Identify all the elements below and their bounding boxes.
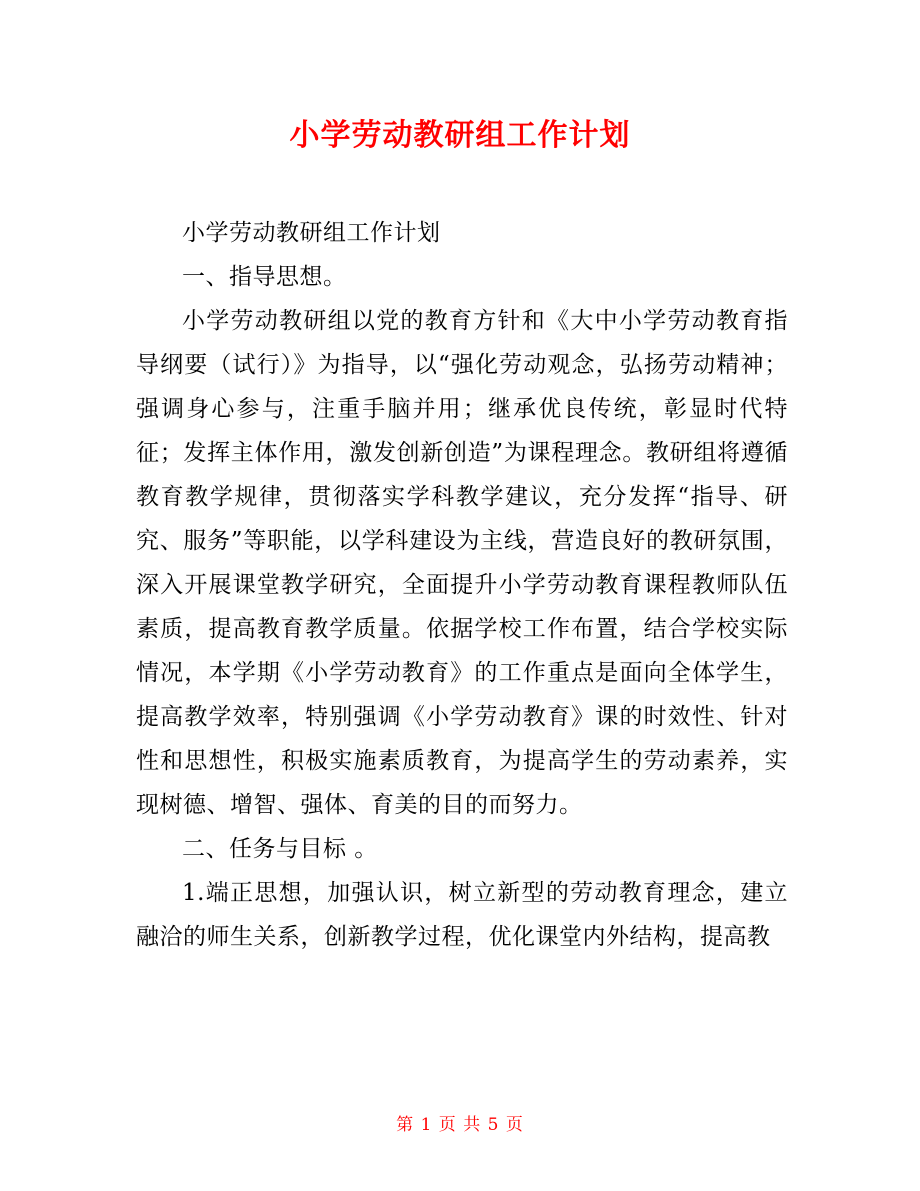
paragraph-task-1: 1.端正思想，加强认识，树立新型的劳动教育理念，建立融洽的师生关系，创新教学过程，优化课堂内外结构，提高教 [136,880,788,950]
section-heading-tasks-goals: 二、任务与目标 。 [182,836,378,862]
paragraph-guiding-thought: 小学劳动教研组以党的教育方针和《大中小学劳动教育指导纲要（试行）》为指导，以“强化劳动观念，弘扬劳动精神；强调身心参与，注重手脑并用；继承优良传统，彰显时代特征；发挥主体作用，激发创新创造”为课程理念。教研组将遵循教育教学规律，贯彻落实学科教学建议，充分发挥“指导、研究、服务”等职能，以学科建设为主线，营造良好的教研氛围，深入开展课堂教学研究，全面提升小学劳动教育课程教师队伍素质，提高教育教学质量。依据学校工作布置，结合学校实际情况，本学期《小学劳动教育》的工作重点是面向全体学生，提高教学效率，特别强调《小学劳动教育》课的时效性、针对性和思想性，积极实施素质教育，为提高学生的劳动素养，实现树德、增智、强体、育美的目的而努力。 [136,308,788,818]
paragraph-heading: 小学劳动教研组工作计划 [182,220,441,246]
page-footer: 第 1 页 共 5 页 [396,1115,524,1135]
document-title: 小学劳动教研组工作计划 [289,118,631,153]
section-heading-guiding-thought: 一、指导思想。 [182,264,347,290]
document-body [136,211,788,959]
